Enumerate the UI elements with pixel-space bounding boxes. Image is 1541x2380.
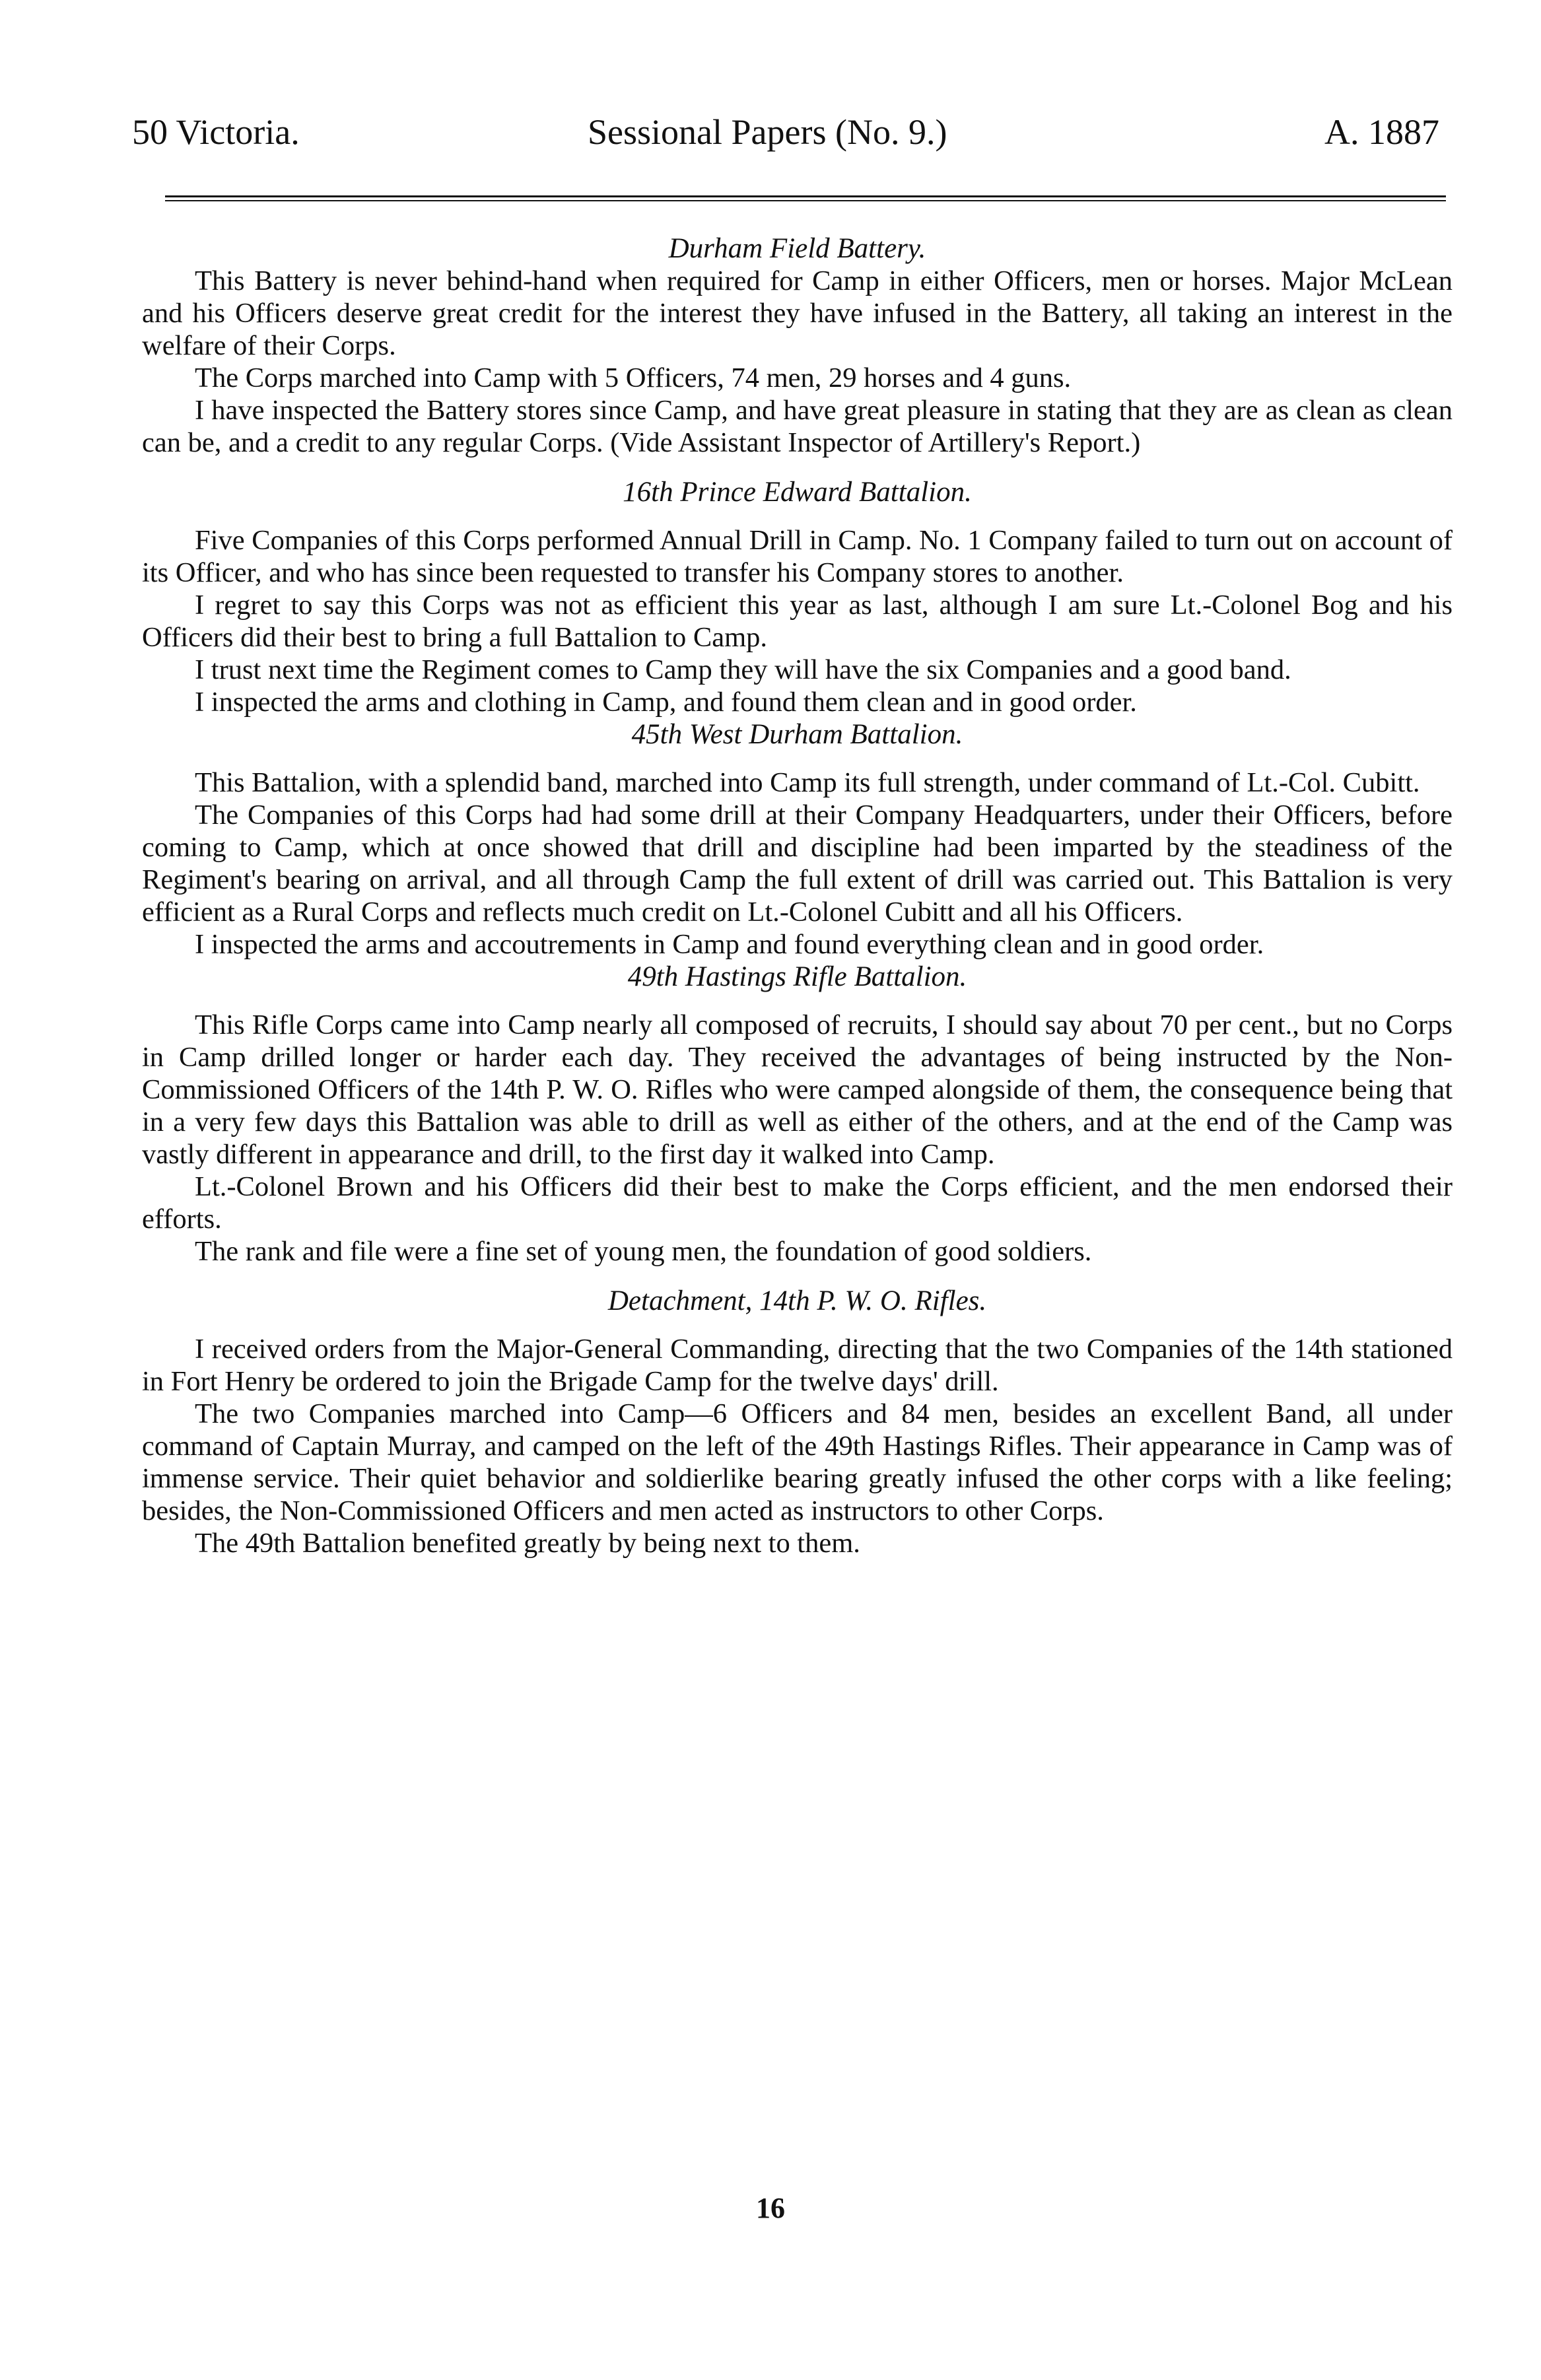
section-heading-durham-field-battery: Durham Field Battery. xyxy=(668,233,926,264)
paragraph: I inspected the arms and clothing in Camp, and found them clean and in good order. xyxy=(195,687,1137,718)
paragraph: I inspected the arms and accoutrements in Camp and found everything clean and in good order. xyxy=(195,929,1264,960)
running-head-session: 50 Victoria. xyxy=(132,112,300,152)
paragraph: The 49th Battalion benefited greatly by being next to them. xyxy=(195,1528,860,1559)
running-head xyxy=(132,109,1439,155)
section-heading-45th-west-durham: 45th West Durham Battalion. xyxy=(631,719,963,750)
header-rule-top xyxy=(165,195,1446,197)
header-rule-bottom xyxy=(165,200,1446,201)
paragraph: Five Companies of this Corps performed Annual Drill in Camp. No. 1 Company failed to turn out on account of its Officer, and who has since been requested to transfer his Company stores to another. xyxy=(142,525,1453,588)
paragraph: I regret to say this Corps was not as efficient this year as last, although I am sure Lt.-Colonel Bog and his Officers did their best to bring a full Battalion to Camp. xyxy=(142,590,1453,653)
paragraph: I have inspected the Battery stores since Camp, and have great pleasure in stating that they are as clean as clean can be, and a credit to any regular Corps. (Vide Assistant Inspector of Artillery's Report.) xyxy=(142,395,1453,458)
page-number: 16 xyxy=(756,2192,785,2224)
running-head-year: A. 1887 xyxy=(1324,112,1439,152)
page-body xyxy=(142,232,1453,1559)
paragraph: The two Companies marched into Camp—6 Officers and 84 men, besides an excellent Band, all under command of Captain Murray, and camped on the left of the 49th Hastings Rifles. Their appearance in Camp was of immense service. Their quiet behavior and soldierlike bearing greatly infused the other corps with a like feeling; besides, the Non-Commissioned Officers and men acted as instructors to other Corps. xyxy=(142,1398,1453,1526)
paragraph: I trust next time the Regiment comes to Camp they will have the six Companies and a good band. xyxy=(195,654,1291,685)
paragraph: This Battery is never behind-hand when required for Camp in either Officers, men or horses. Major McLean and his Officers deserve great credit for the interest they have infused in the Battery, all taking an interest in the welfare of their Corps. xyxy=(142,265,1453,361)
paragraph: The rank and file were a fine set of young men, the foundation of good soldiers. xyxy=(195,1236,1092,1267)
paragraph: The Companies of this Corps had had some drill at their Company Headquarters, under their Officers, before coming to Camp, which at once showed that drill and discipline had been imparted by the steadiness of the Regiment's bearing on arrival, and all through Camp the full extent of drill was carried out. This Battalion is very efficient as a Rural Corps and reflects much credit on Lt.-Colonel Cubitt and all his Officers. xyxy=(142,799,1453,928)
paragraph: I received orders from the Major-General Commanding, directing that the two Companies of the 14th stationed in Fort Henry be ordered to join the Brigade Camp for the twelve days' drill. xyxy=(142,1334,1453,1397)
section-heading-detachment-14th-pwo: Detachment, 14th P. W. O. Rifles. xyxy=(607,1285,987,1316)
section-heading-16th-prince-edward: 16th Prince Edward Battalion. xyxy=(623,477,972,508)
section-heading-49th-hastings-rifle: 49th Hastings Rifle Battalion. xyxy=(627,961,967,992)
paragraph: This Rifle Corps came into Camp nearly all composed of recruits, I should say about 70 per cent., but no Corps in Camp drilled longer or harder each day. They received the advantages of being instructed by the Non-Commissioned Officers of the 14th P. W. O. Rifles who were camped alongside of them, the consequence being that in a very few days this Battalion was able to drill as well as either of the others, and at the end of the Camp was vastly different in appearance and drill, to the first day it walked into Camp. xyxy=(142,1009,1453,1170)
running-head-title: Sessional Papers (No. 9.) xyxy=(588,112,947,152)
paragraph: Lt.-Colonel Brown and his Officers did their best to make the Corps efficient, and the men endorsed their efforts. xyxy=(142,1171,1453,1235)
paragraph: This Battalion, with a splendid band, marched into Camp its full strength, under command of Lt.-Col. Cubitt. xyxy=(195,767,1420,798)
paragraph: The Corps marched into Camp with 5 Officers, 74 men, 29 horses and 4 guns. xyxy=(195,362,1072,393)
